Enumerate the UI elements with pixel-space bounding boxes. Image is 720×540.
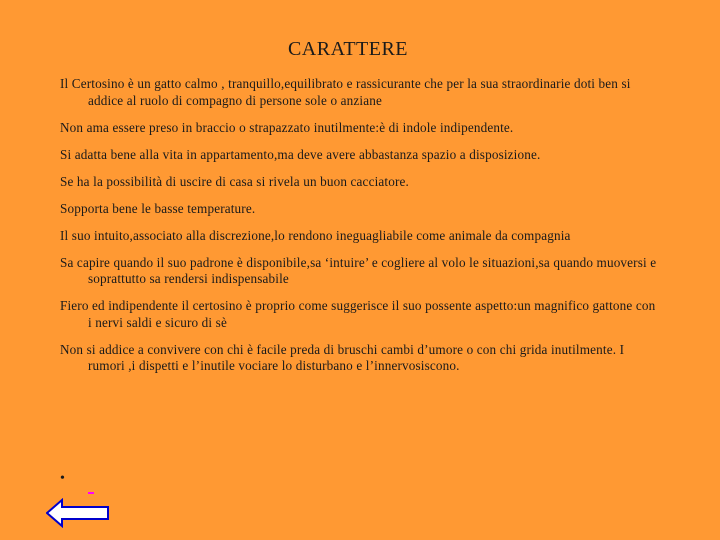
paragraph-5: Sopporta bene le basse temperature. [60, 200, 256, 216]
hyperlink-marker[interactable] [88, 492, 94, 494]
paragraph-8: Fiero ed indipendente il certosino è proprio come suggerisce il suo possente aspetto:un magnifico gattone con i nervi saldi e sicuro di sè [60, 298, 656, 330]
paragraph-1: Il Certosino è un gatto calmo , tranquillo,equilibrato e rassicurante che per la sua straordinarie doti ben si addice al ruolo di compagno di persone sole o anziane [60, 76, 631, 108]
paragraph-4: Se ha la possibilità di uscire di casa si rivela un buon cacciatore. [60, 173, 409, 189]
slide-title: CARATTERE [287, 38, 409, 60]
paragraph-3: Si adatta bene alla vita in appartamento,ma deve avere abbastanza spazio a disposizione. [60, 146, 541, 162]
empty-bullet: • [60, 471, 65, 486]
slide-body [60, 76, 660, 385]
paragraph-7: Sa capire quando il suo padrone è disponibile,sa ‘intuire’ e cogliere al volo le situazioni,sa quando muoversi e soprattutto sa rendersi indispensabile [60, 254, 657, 286]
paragraph-2: Non ama essere preso in braccio o strapazzato inutilmente:è di indole indipendente. [60, 119, 514, 135]
back-arrow-icon [46, 498, 110, 528]
paragraph-9: Non si addice a convivere con chi è facile preda di bruschi cambi d’umore o con chi grida inutilmente. I rumori ,i dispetti e l’inutile vociare lo disturbano e l’innervosiscono. [60, 341, 625, 373]
back-button[interactable] [46, 498, 110, 528]
paragraph-6: Il suo intuito,associato alla discrezione,lo rendono ineguagliabile come animale da compagnia [60, 227, 571, 243]
